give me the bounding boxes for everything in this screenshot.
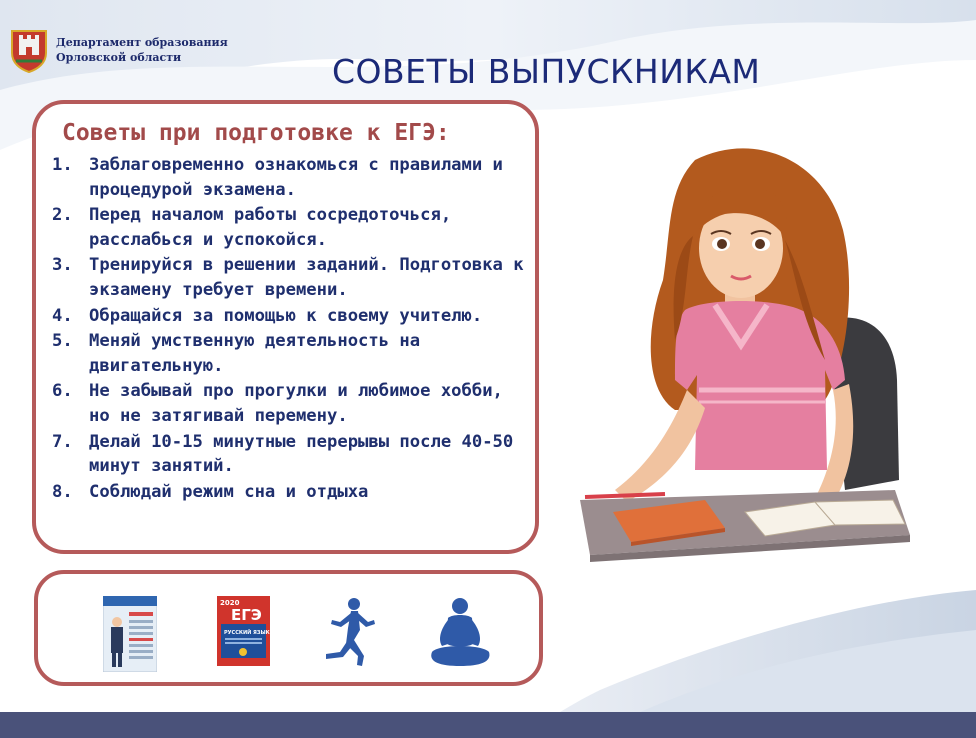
tips-heading: Советы при подготовке к ЕГЭ: — [62, 120, 450, 146]
item-text: Делай 10-15 минутные перерывы после 40-50 минут занятий. — [89, 431, 514, 477]
student-girl-illustration — [575, 140, 915, 570]
tips-list — [52, 153, 532, 505]
book-year: 2020 — [220, 599, 240, 607]
exam-rules-poster-icon — [103, 596, 157, 672]
item-text: Заблаговременно ознакомься с правилами и процедурой экзамена. — [89, 155, 503, 200]
org-logo — [8, 27, 228, 73]
item-text: Соблюдай режим сна и отдыха — [89, 481, 369, 502]
item-number: 8. — [52, 481, 73, 502]
list-item — [52, 203, 532, 252]
coat-of-arms-icon — [8, 27, 50, 73]
item-number: 3. — [52, 255, 73, 276]
item-number: 6. — [52, 381, 73, 402]
list-item — [52, 379, 532, 428]
item-number: 2. — [52, 205, 73, 226]
item-text: Обращайся за помощью к своему учителю. — [89, 305, 483, 326]
footer-bar — [0, 712, 976, 738]
list-item — [52, 329, 532, 378]
list-item — [52, 153, 532, 202]
book-subject: РУССКИЙ ЯЗЫК — [224, 630, 270, 636]
exam-book-icon — [217, 596, 270, 666]
book-title: ЕГЭ — [231, 606, 262, 624]
item-text: Меняй умственную деятельность на двигательную. — [89, 331, 421, 376]
item-text: Не забывай про прогулки и любимое хобби, но не затягивай перемену. — [89, 381, 503, 426]
item-number: 7. — [52, 431, 73, 452]
list-item — [52, 304, 532, 329]
list-item — [52, 430, 532, 479]
running-woman-icon — [318, 596, 380, 671]
org-name-line2: Орловской области — [56, 51, 182, 64]
item-text: Тренируйся в решении заданий. Подготовка к экзамену требует времени. — [89, 255, 524, 300]
list-item — [52, 253, 532, 302]
page-title: СОВЕТЫ ВЫПУСКНИКАМ — [332, 52, 761, 91]
meditation-icon — [428, 596, 493, 668]
item-number: 4. — [52, 305, 73, 326]
item-text: Перед началом работы сосредоточься, расслабься и успокойся. — [89, 205, 452, 250]
list-item — [52, 480, 532, 505]
item-number: 5. — [52, 331, 73, 352]
item-number: 1. — [52, 155, 73, 175]
org-name-line1: Департамент образования — [56, 36, 228, 49]
